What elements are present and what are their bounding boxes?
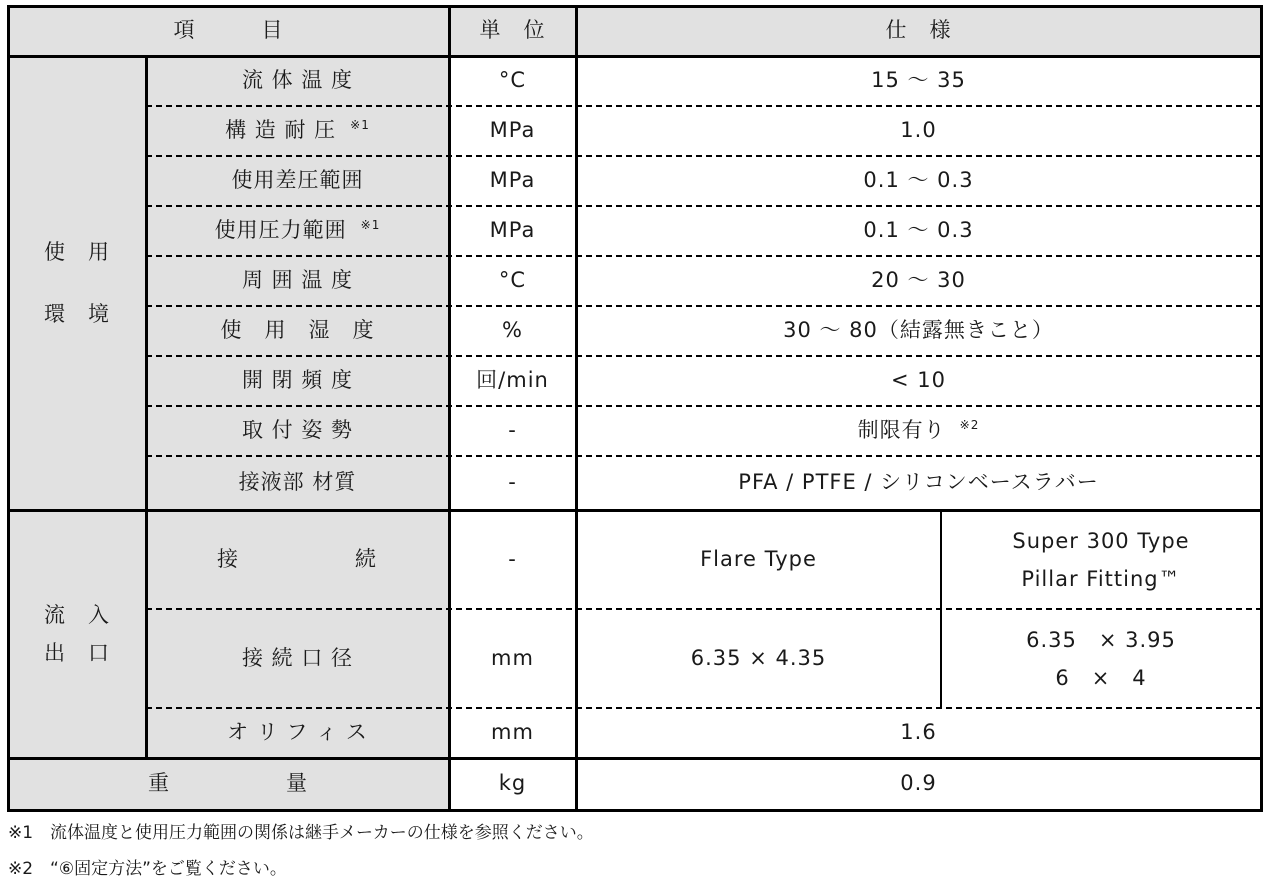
row-item: 取 付 姿 勢 xyxy=(146,406,449,456)
header-divider xyxy=(7,55,1263,58)
row-divider xyxy=(146,155,1262,157)
row-divider xyxy=(146,608,1262,610)
section-label-line: 使 用 xyxy=(44,240,110,264)
row-spec-flare: 6.35 × 4.35 xyxy=(576,609,941,708)
weight-unit: kg xyxy=(449,758,576,810)
footnote-1: ※1 流体温度と使用圧力範囲の関係は継手メーカーの仕様を参照ください。 xyxy=(8,823,594,843)
column-divider xyxy=(145,56,148,758)
row-unit: °C xyxy=(449,56,576,106)
row-unit: - xyxy=(449,510,576,609)
section-label-inlet-outlet xyxy=(8,510,146,758)
row-item: 接 続 口 径 xyxy=(146,609,449,708)
section-divider xyxy=(7,757,1263,760)
row-unit: °C xyxy=(449,256,576,306)
header-unit: 単 位 xyxy=(449,6,576,56)
row-item: 使 用 湿 度 xyxy=(146,306,449,356)
header-spec: 仕 様 xyxy=(576,6,1261,56)
row-spec-super300: Super 300 Type Pillar Fitting™ xyxy=(941,510,1261,609)
section-label-line: 出 口 xyxy=(44,641,110,665)
footnote-ref: ※1 xyxy=(350,117,370,132)
table-border-left xyxy=(7,5,10,812)
row-divider xyxy=(146,255,1262,257)
row-unit: % xyxy=(449,306,576,356)
row-spec: 1.0 xyxy=(576,106,1261,156)
row-unit: mm xyxy=(449,708,576,758)
row-spec: < 10 xyxy=(576,356,1261,406)
weight-spec: 0.9 xyxy=(576,758,1261,810)
section-label-usage-environment xyxy=(8,56,146,510)
footnote-ref: ※1 xyxy=(360,217,381,232)
row-spec: 1.6 xyxy=(576,708,1261,758)
row-item: 流 体 温 度 xyxy=(146,56,449,106)
footnote-2: ※2 “⑥固定方法”をご覧ください。 xyxy=(8,859,287,879)
section-label-line: 流 入 xyxy=(44,603,110,627)
row-divider xyxy=(146,205,1262,207)
column-divider xyxy=(575,5,578,812)
row-divider xyxy=(146,305,1262,307)
row-divider xyxy=(146,355,1262,357)
table-border-top xyxy=(7,5,1263,8)
row-unit: 回/min xyxy=(449,356,576,406)
row-spec: PFA / PTFE / シリコンベースラバー xyxy=(576,456,1261,510)
row-item: 使用差圧範囲 xyxy=(146,156,449,206)
row-spec: 0.1 ～ 0.3 xyxy=(576,206,1261,256)
row-spec-super300: 6.35 × 3.95 6 × 4 xyxy=(941,609,1261,708)
row-spec-flare: Flare Type xyxy=(576,510,941,609)
table-border-bottom xyxy=(7,809,1263,812)
section-label-line: 環 境 xyxy=(44,302,110,326)
footnote-ref: ※2 xyxy=(959,417,980,432)
row-unit: MPa xyxy=(449,206,576,256)
column-divider xyxy=(448,5,451,812)
header-item: 項 目 xyxy=(8,6,449,56)
row-item: 開 閉 頻 度 xyxy=(146,356,449,406)
row-unit: mm xyxy=(449,609,576,708)
row-spec: 15 ～ 35 xyxy=(576,56,1261,106)
table-border-right xyxy=(1260,5,1263,812)
row-spec: 制限有り $^{※2}$ xyxy=(576,406,1261,456)
section-divider xyxy=(7,509,1263,512)
row-item: 使用圧力範囲 $^{※1}$ xyxy=(146,206,449,256)
row-item: オ リ フ ィ ス xyxy=(146,708,449,758)
row-divider xyxy=(146,455,1262,457)
row-spec: 0.1 ～ 0.3 xyxy=(576,156,1261,206)
row-divider xyxy=(146,405,1262,407)
row-divider xyxy=(146,707,1262,709)
row-item: 周 囲 温 度 xyxy=(146,256,449,306)
row-unit: - xyxy=(449,456,576,510)
row-unit: MPa xyxy=(449,106,576,156)
spec-split-divider xyxy=(940,510,942,708)
row-item: 構 造 耐 圧 $^{※1}$ xyxy=(146,106,449,156)
row-unit: MPa xyxy=(449,156,576,206)
row-divider xyxy=(146,105,1262,107)
row-spec: 30 ～ 80（結露無きこと） xyxy=(576,306,1261,356)
row-item: 接液部 材質 xyxy=(146,456,449,510)
row-unit: - xyxy=(449,406,576,456)
row-item: 接 続 xyxy=(146,510,449,609)
weight-item: 重 量 xyxy=(8,758,449,810)
row-spec: 20 ～ 30 xyxy=(576,256,1261,306)
